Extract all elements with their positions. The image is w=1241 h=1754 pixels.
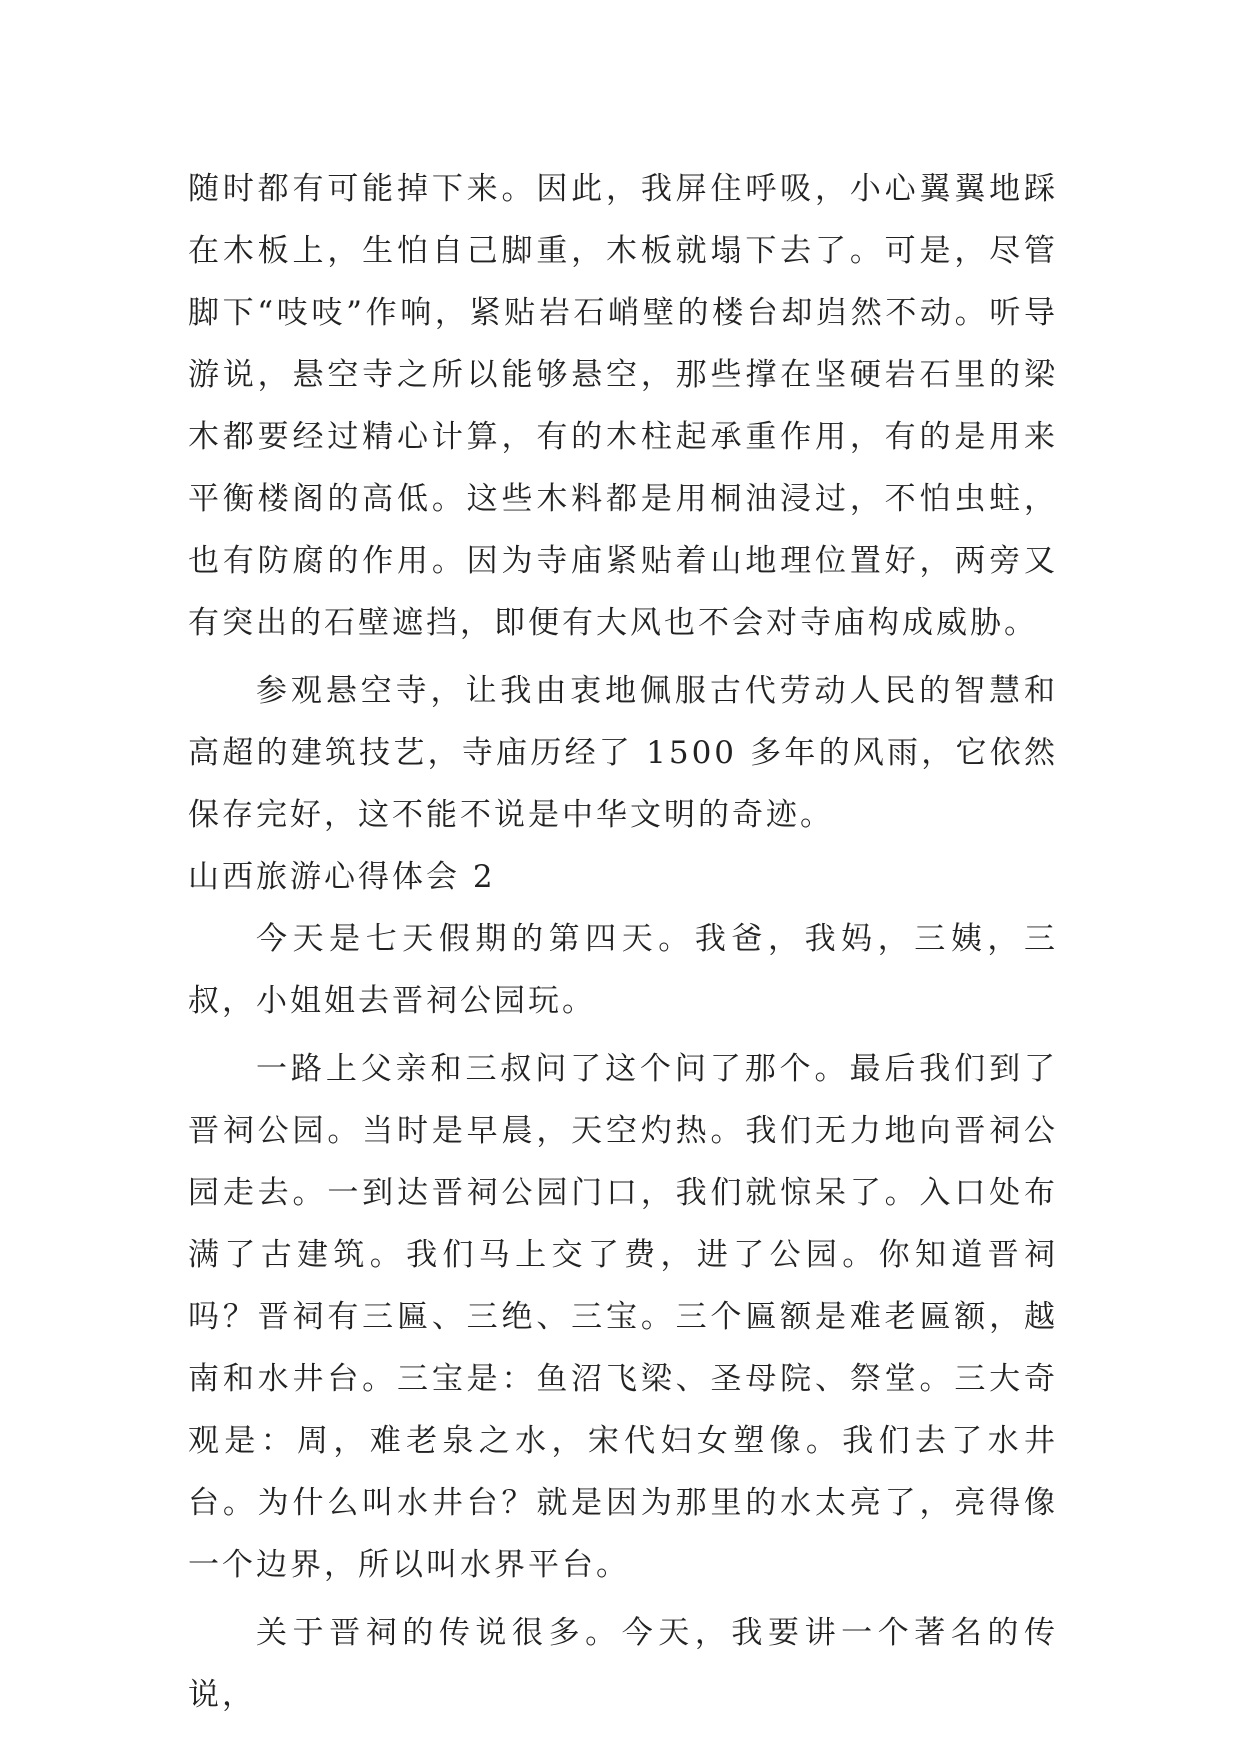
paragraph-conclusion: 参观悬空寺，让我由衷地佩服古代劳动人民的智慧和高超的建筑技艺，寺庙历经了 1500 多年的风雨，它依然保存完好，这不能不说是中华文明的奇迹。 [188, 673, 1058, 833]
section-title: 山西旅游心得体会 2 [188, 859, 496, 895]
paragraph-park-visit: 一路上父亲和三叔问了这个问了那个。最后我们到了晋祠公园。当时是早晨，天空灼热。我们无力地向晋祠公园走去。一到达晋祠公园门口，我们就惊呆了。入口处布满了古建筑。我们马上交了费，进了公园。你知道晋祠吗？晋祠有三匾、三绝、三宝。三个匾额是难老匾额，越南和水井台。三宝是：鱼沼飞梁、圣母院、祭堂。三大奇观是：周，难老泉之水，宋代妇女塑像。我们去了水井台。为什么叫水井台？就是因为那里的水太亮了，亮得像一个边界，所以叫水界平台。 [188, 1051, 1058, 1583]
paragraph-legend: 关于晋祠的传说很多。今天，我要讲一个著名的传说， [188, 1615, 1058, 1713]
document-body [188, 158, 1058, 1726]
paragraph-intro: 今天是七天假期的第四天。我爸，我妈，三姨，三叔，小姐姐去晋祠公园玩。 [188, 921, 1058, 1019]
paragraph-continuation: 随时都有可能掉下来。因此，我屏住呼吸，小心翼翼地踩在木板上，生怕自己脚重，木板就塌下去了。可是，尽管脚下“吱吱”作响，紧贴岩石峭壁的楼台却岿然不动。听导游说，悬空寺之所以能够悬空，那些撑在坚硬岩石里的梁木都要经过精心计算，有的木柱起承重作用，有的是用来平衡楼阁的高低。这些木料都是用桐油浸过，不怕虫蛀，也有防腐的作用。因为寺庙紧贴着山地理位置好，两旁又有突出的石壁遮挡，即便有大风也不会对寺庙构成威胁。 [188, 171, 1058, 641]
